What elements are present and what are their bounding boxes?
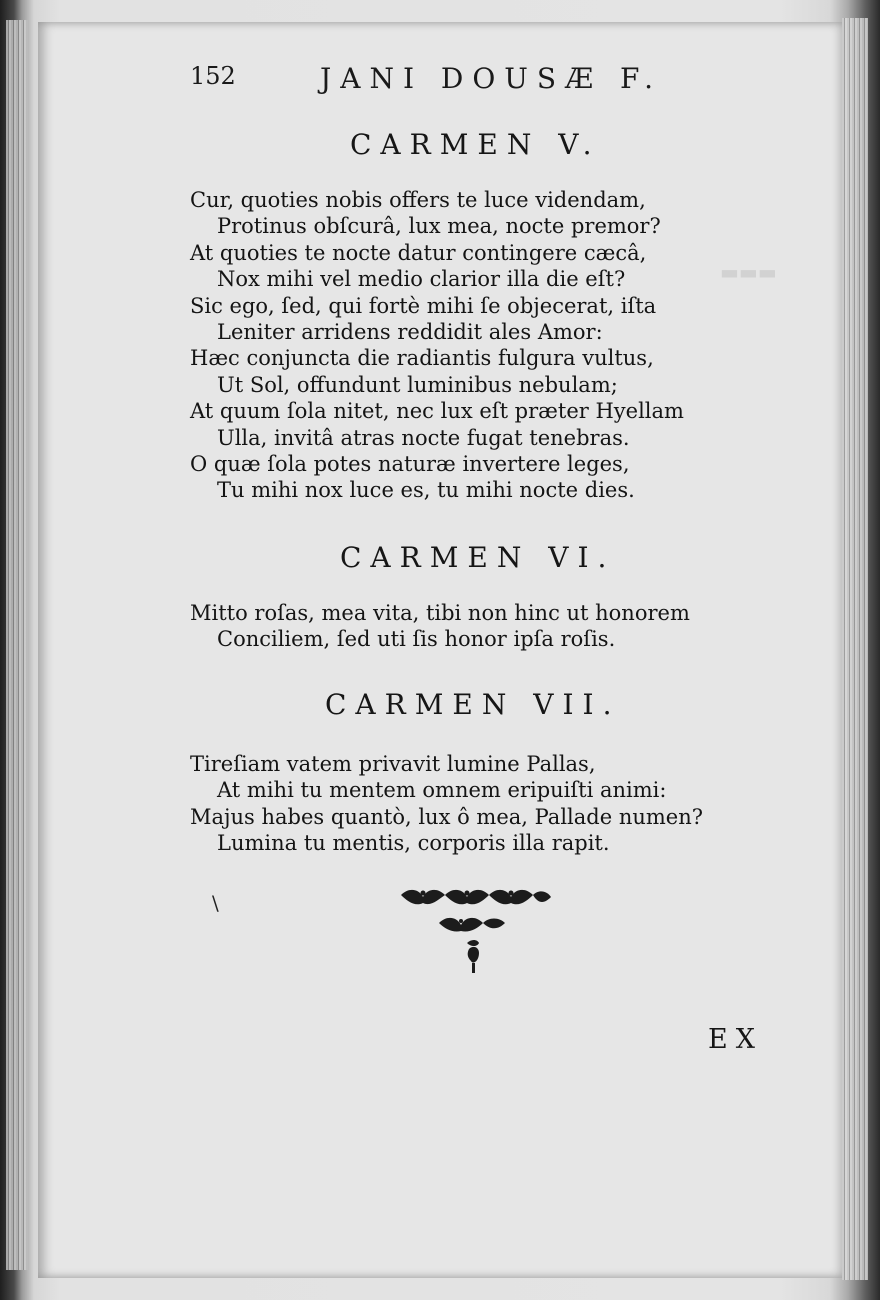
verse-line: Leniter arridens reddidit ales Amor: <box>217 320 603 345</box>
poem-heading-5: CARMEN V. <box>350 128 601 161</box>
verse-line: Hæc conjuncta die radiantis fulgura vultus, <box>190 346 654 371</box>
book-edge-right <box>842 18 868 1280</box>
printers-ornament-icon <box>395 885 555 985</box>
book-edge-left <box>6 20 28 1270</box>
stray-mark: \ <box>212 891 219 915</box>
verse-line: Protinus obſcurâ, lux mea, nocte premor? <box>217 214 661 239</box>
verse-line: Cur, quoties nobis offers te luce videndam, <box>190 188 646 212</box>
verse-line: Majus habes quantò, lux ô mea, Pallade numen? <box>190 804 703 829</box>
verse-line: Tu mihi nox luce es, tu mihi nocte dies. <box>217 478 635 503</box>
poem-5-verse <box>190 187 750 504</box>
verse-line: Nox mihi vel medio clarior illa die eſt? <box>217 267 626 292</box>
verse-line: Conciliem, ſed uti ſis honor ipſa roſis. <box>217 627 616 652</box>
verse-line: Lumina tu mentis, corporis illa rapit. <box>217 831 610 856</box>
verse-line: At mihi tu mentem omnem eripuiſti animi: <box>217 778 667 803</box>
verse-line: Mitto roſas, mea vita, tibi non hinc ut honorem <box>190 601 690 625</box>
verse-line: O quæ ſola potes naturæ invertere leges, <box>190 452 630 477</box>
poem-heading-6: CARMEN VI. <box>340 541 616 574</box>
poem-6-verse <box>190 600 750 653</box>
running-head <box>190 62 690 102</box>
verse-line: Sic ego, ſed, qui fortè mihi ſe objecerat, iſta <box>190 293 657 318</box>
poem-7-verse <box>190 751 750 857</box>
verse-line: Ut Sol, offundunt luminibus nebulam; <box>217 372 618 397</box>
running-head-title: JANI DOUSÆ F. <box>320 62 662 95</box>
show-through: ▬▬▬ <box>720 260 777 284</box>
verse-line: At quoties te nocte datur contingere cæcâ, <box>190 240 647 265</box>
poem-heading-7: CARMEN VII. <box>325 688 621 721</box>
catchword: EX <box>708 1024 763 1055</box>
verse-line: At quum ſola nitet, nec lux eſt præter Hyellam <box>190 399 684 424</box>
verse-line: Ulla, invitâ atras nocte fugat tenebras. <box>217 425 630 450</box>
verse-line: Tireſiam vatem privavit lumine Pallas, <box>190 752 596 776</box>
page-number: 152 <box>190 62 236 90</box>
